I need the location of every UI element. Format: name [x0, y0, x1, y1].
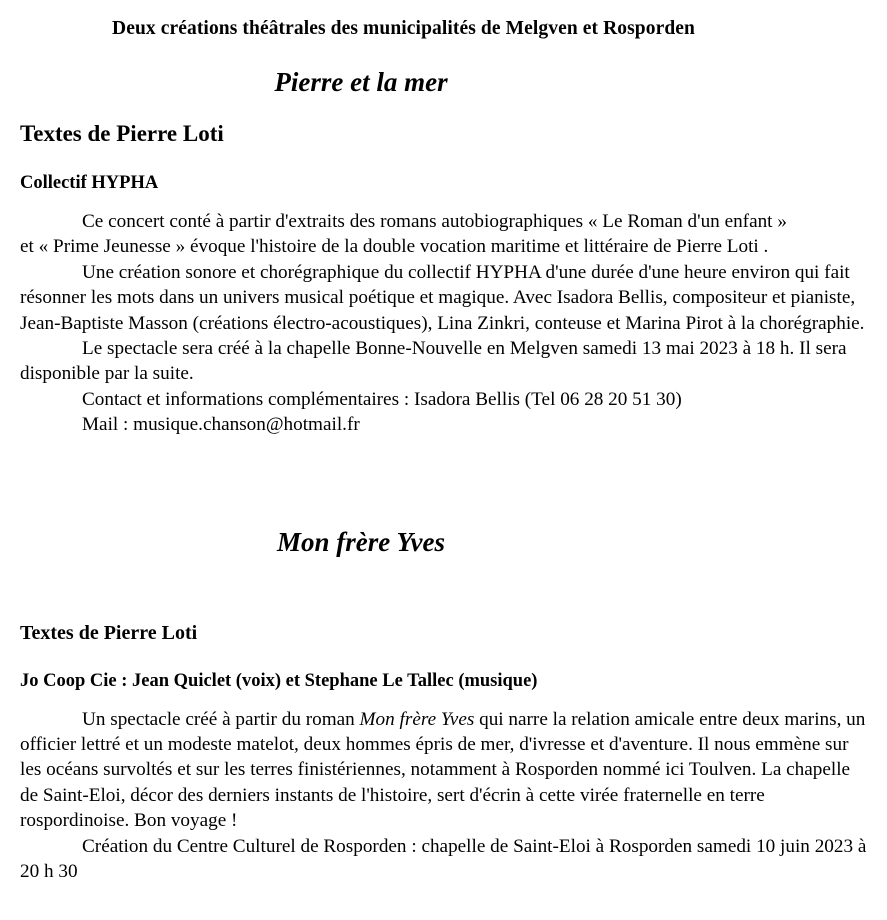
paragraph-mail: Mail : musique.chanson@hotmail.fr [82, 414, 360, 436]
credit-jo-coop-cie: Jo Coop Cie : Jean Quiclet (voix) et Stephane Le Tallec (musique) [20, 670, 538, 691]
credit-textes-de-pierre-loti-2: Textes de Pierre Loti [20, 621, 198, 644]
section-pierre-et-la-mer [20, 41, 867, 438]
work-title-pierre-et-la-mer: Pierre et la mer [274, 67, 448, 97]
work-title-mon-frere-yves: Mon frère Yves [277, 526, 445, 557]
spacer [20, 195, 867, 209]
section-mon-frere-yves [20, 526, 867, 885]
paragraph-creation-sonore: Une création sonore et chorégraphique du collectif HYPHA d'une durée d'une heure environ qui fait résonner les mots dans un univers musical poétique et magique. Avec Isadora Bellis, compositeur et pianiste, Jean-Baptiste Masson (créations électro-acoustiques), Lina Zinkri, conteuse et Marina Pirot à la chorégraphie. [20, 261, 865, 334]
inline-work-title-mon-frere-yves: Mon frère Yves [359, 708, 475, 730]
paragraph-contact: Contact et informations complémentaires : Isadora Bellis (Tel 06 28 20 51 30) [82, 388, 682, 410]
paragraph-text-before-title: Un spectacle créé à partir du roman [82, 708, 360, 730]
spacer [20, 558, 867, 598]
paragraph-creation-centre-culturel: Création du Centre Culturel de Rosporden : chapelle de Saint-Eloi à Rosporden samedi 10 juin 2023 à 20 h 30 [20, 835, 867, 883]
spacer [20, 693, 867, 707]
paragraph-text-after-title: qui narre la relation amicale entre deux marins, un officier lettré et un modeste matelot, deux hommes épris de mer, d'ivresse et d'aventure. Il nous emmène sur les océans survoltés et sur les terres finistériennes, notamment à Rosporden nommé ici Toulven. La chapelle de Saint-Eloi, décor des derniers instants de l'histoire, sert d'écrin à cette virée fraternelle en terre rospordinoise. Bon voyage ! [20, 708, 866, 832]
paragraph-spectacle-roman [20, 707, 867, 834]
credit-textes-de-pierre-loti-1: Textes de Pierre Loti [20, 121, 224, 146]
paragraph-spectacle-date: Le spectacle sera créé à la chapelle Bonne-Nouvelle en Melgven samedi 13 mai 2023 à 18 h. Il sera disponible par la suite. [20, 338, 847, 385]
credit-collectif-hypha: Collectif HYPHA [20, 173, 159, 193]
paragraph-concert-conte-line2: et « Prime Jeunesse » évoque l'histoire de la double vocation maritime et littéraire de Pierre Loti . [20, 236, 769, 258]
section-spacer [20, 438, 867, 526]
paragraph-concert-conte-line1: Ce concert conté à partir d'extraits des romans autobiographiques « Le Roman d'un enfant » [82, 211, 787, 232]
page-title: Deux créations théâtrales des municipalités de Melgven et Rosporden [112, 18, 695, 39]
